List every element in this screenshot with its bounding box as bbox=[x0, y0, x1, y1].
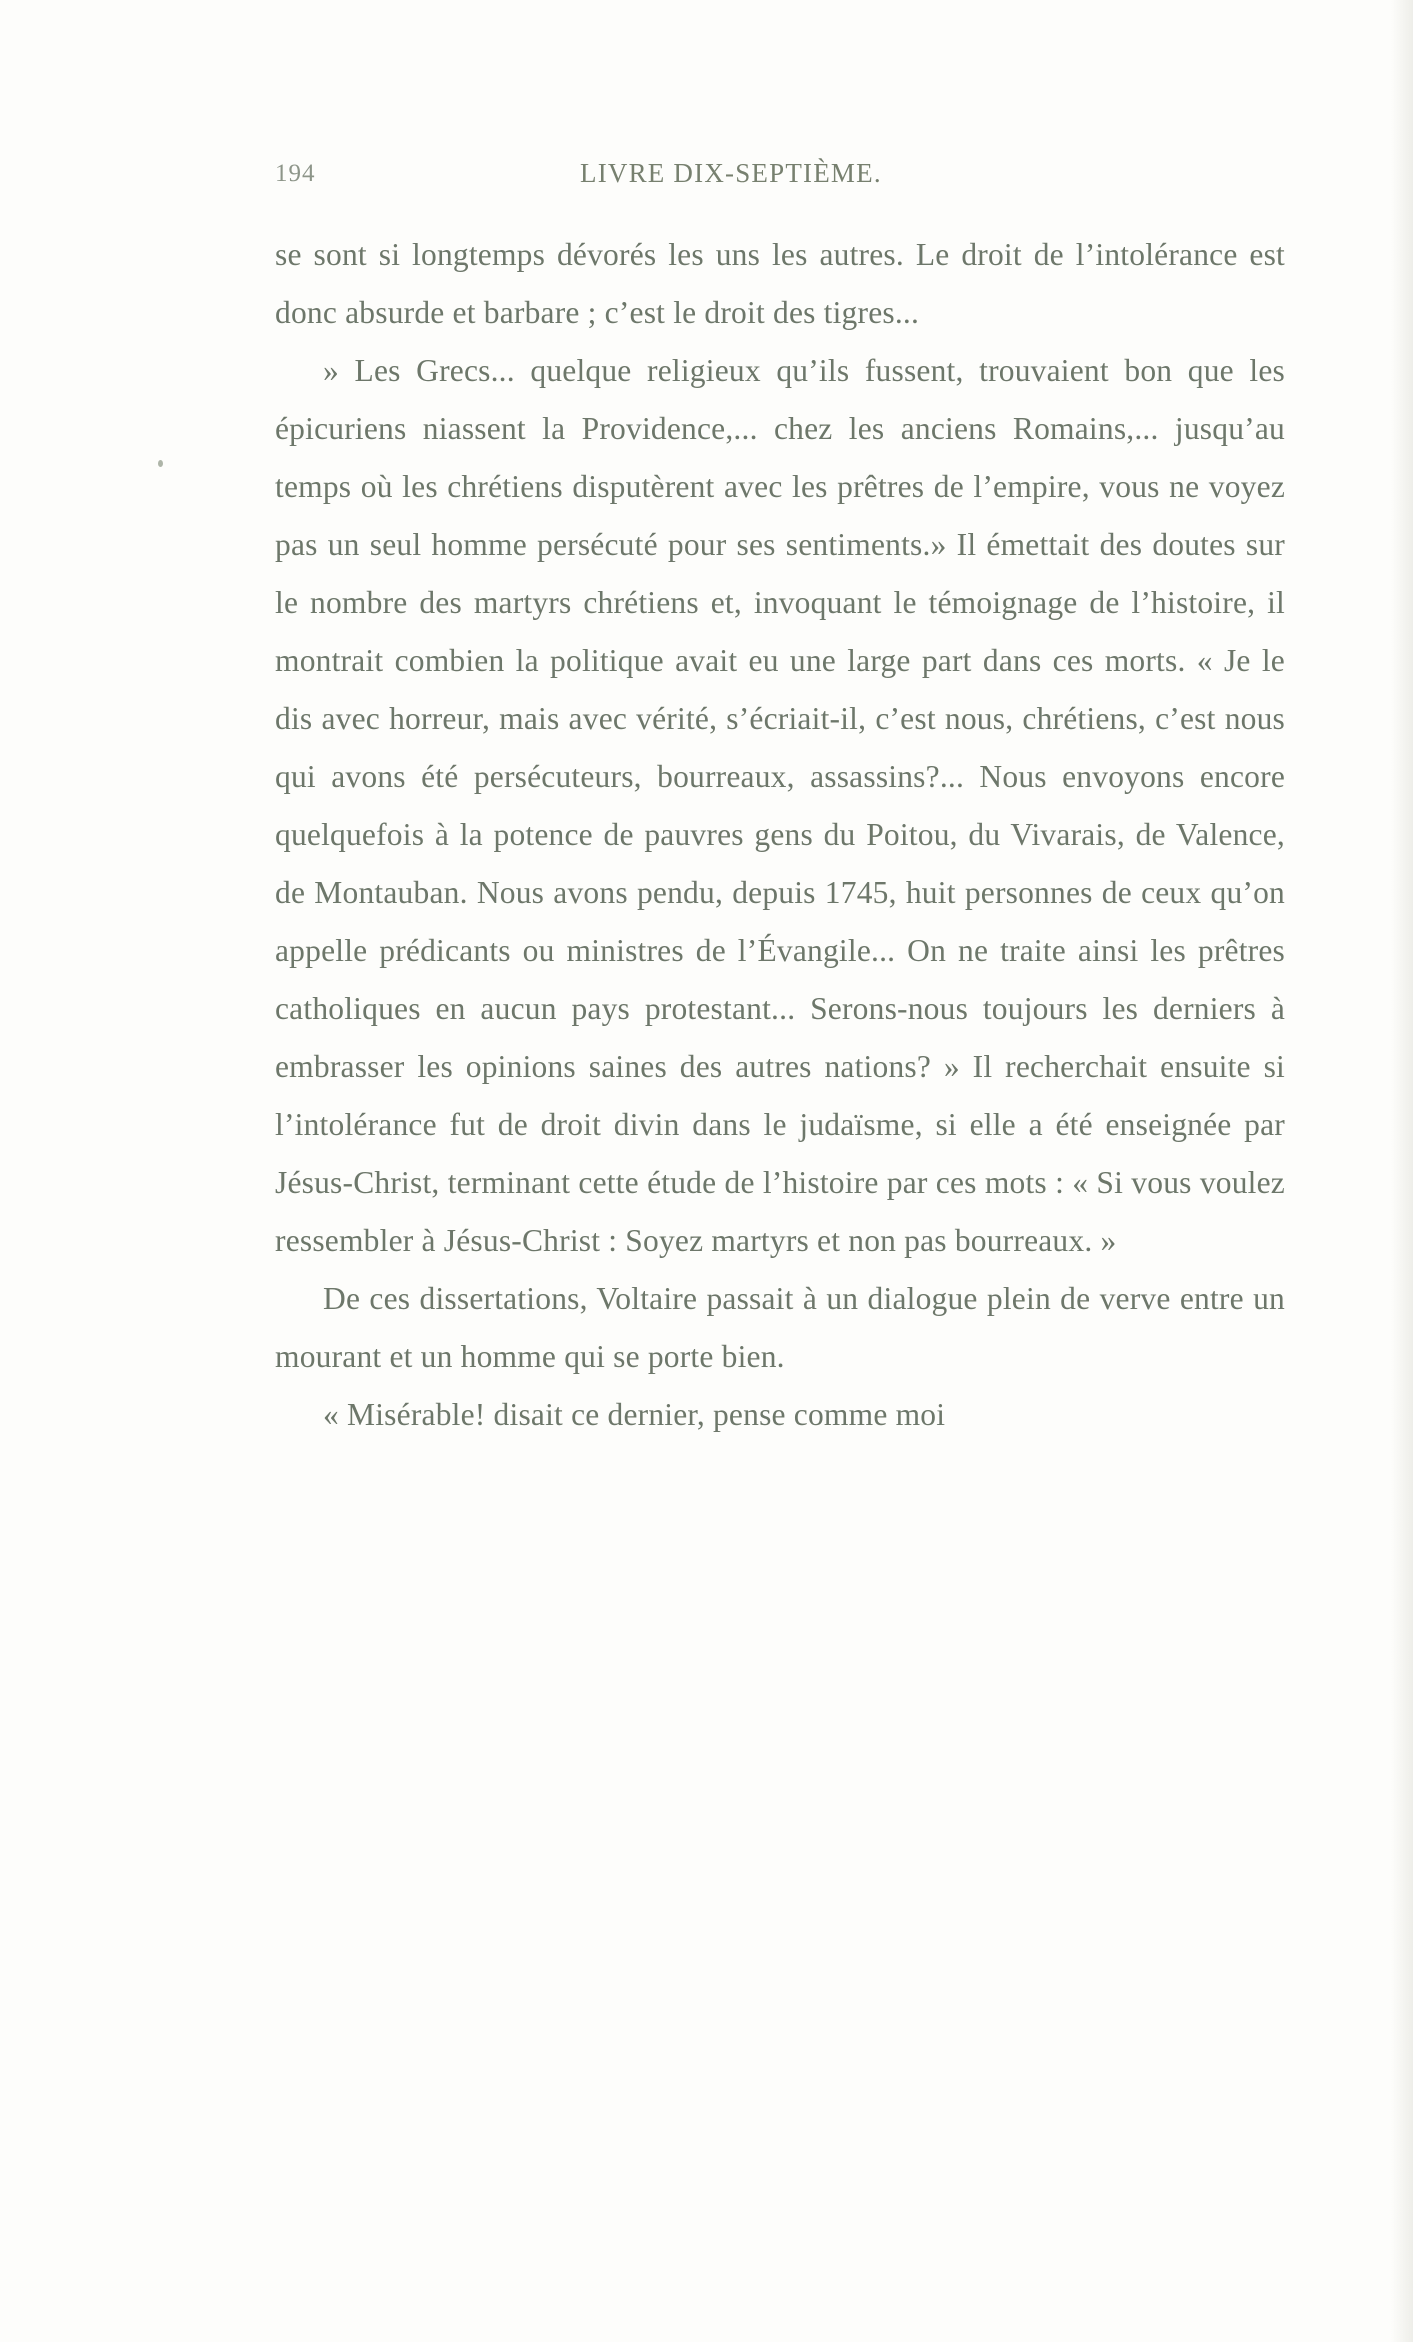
page-speck bbox=[158, 460, 163, 467]
paragraph: « Misérable! disait ce dernier, pense comme moi bbox=[323, 1397, 946, 1432]
paragraph: » Les Grecs... quelque religieux qu’ils fussent, trouvaient bon que les épicuriens niassent la Providence,... chez les anciens Romains,... jusqu’au temps où les chrétiens disputèrent avec les prêtres de l’empire, vous ne voyez pas un seul homme persécuté pour ses sentiments.» Il émettait des doutes sur le nombre des martyrs chrétiens et, invoquant le témoignage de l’histoire, il montrait combien la politique avait eu une large part dans ces morts. « Je le dis avec horreur, mais avec vérité, s’écriait-il, c’est nous, chrétiens, c’est nous qui avons été persécuteurs, bourreaux, assassins?... Nous envoyons encore quelquefois à la potence de pauvres gens du Poitou, du Vivarais, de Valence, de Montauban. Nous avons pendu, depuis 1745, huit personnes de ceux qu’on appelle prédicants ou ministres de l’Évangile... On ne traite ainsi les prêtres catholiques en aucun pays protestant... Serons-nous toujours les derniers à embrasser les opinions saines des autres nations? » Il recherchait ensuite si l’intolérance fut de droit divin dans le judaïsme, si elle a été enseignée par Jésus-Christ, terminant cette étude de l’histoire par ces mots : « Si vous voulez ressembler à Jésus-Christ : Soyez martyrs et non pas bourreaux. » bbox=[275, 353, 1285, 1258]
page-number: 194 bbox=[275, 160, 316, 187]
page-content bbox=[275, 150, 1285, 1444]
body-text bbox=[275, 226, 1285, 1444]
paragraph: De ces dissertations, Voltaire passait à un dialogue plein de verve entre un mourant et un homme qui se porte bien. bbox=[275, 1281, 1285, 1374]
paragraph: se sont si longtemps dévorés les uns les autres. Le droit de l’intolérance est donc absurde et barbare ; c’est le droit des tigres... bbox=[275, 237, 1285, 330]
page-title: LIVRE DIX-SEPTIÈME. bbox=[580, 158, 882, 188]
page-edge-shadow bbox=[1391, 0, 1413, 2342]
running-head bbox=[275, 150, 1285, 196]
